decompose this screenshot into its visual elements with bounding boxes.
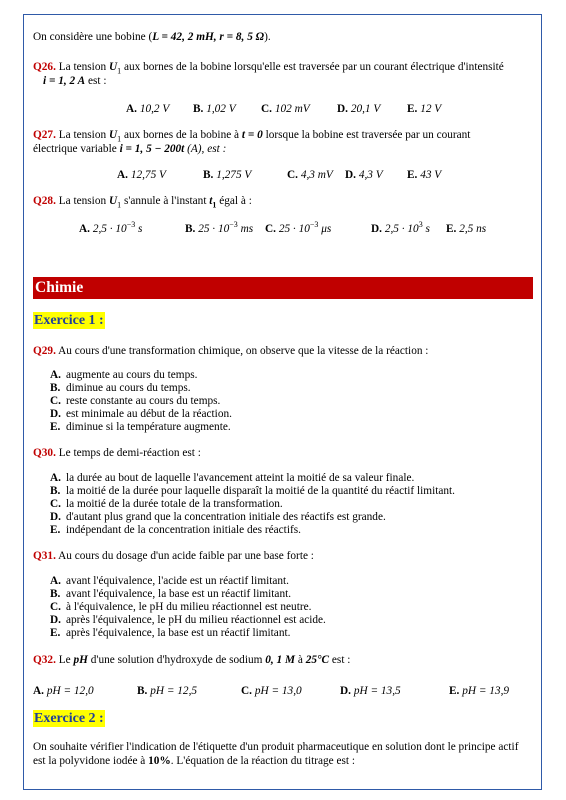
option-exponent: −3 xyxy=(229,220,238,230)
option-letter: A. xyxy=(50,369,61,381)
option-letter: C. xyxy=(261,103,275,115)
q26-stem xyxy=(33,60,504,74)
option-letter: A. xyxy=(126,103,140,115)
option-letter: E. xyxy=(50,421,61,433)
q31-option-c xyxy=(50,601,311,614)
q32-option-c xyxy=(241,684,302,698)
option-text: la durée au bout de laquelle l'avancement atteint la moitié de sa valeur finale. xyxy=(66,472,415,484)
q31-option-e xyxy=(50,627,290,640)
option-letter: C. xyxy=(265,223,279,235)
option-text: avant l'équivalence, la base est un réactif limitant. xyxy=(66,588,292,600)
option-letter: B. xyxy=(50,485,61,497)
option-unit: ms xyxy=(237,223,254,235)
option-letter: A. xyxy=(50,472,61,484)
q26-text1: La tension xyxy=(55,61,109,73)
option-text: indépendant de la concentration initiale des réactifs. xyxy=(66,524,301,536)
option-text: augmente au cours du temps. xyxy=(66,369,198,381)
q28-t1-sub: 1 xyxy=(212,200,217,210)
option-letter: E. xyxy=(407,169,421,181)
final-line2a: est la polyvidone iodée à xyxy=(33,755,149,767)
q26-option-a xyxy=(126,102,169,116)
option-unit: μs xyxy=(318,223,332,235)
option-value: 1,02 V xyxy=(206,103,236,115)
q27-U: U xyxy=(108,129,118,141)
q28-text3: égal à : xyxy=(216,195,252,207)
q30-option-e xyxy=(50,524,301,537)
q26-option-e xyxy=(407,102,441,116)
final-line-2 xyxy=(33,754,355,768)
final-line-1: On souhaite vérifier l'indication de l'étiquette d'un produit pharmaceutique en solution dont le principe actif xyxy=(33,741,519,753)
option-value: pH = 12,5 xyxy=(150,685,198,697)
option-value: 25 · 10 xyxy=(278,223,310,235)
q31-text: Au cours du dosage d'un acide faible par une base forte : xyxy=(55,550,314,562)
q30-option-d xyxy=(50,511,386,524)
final-percentage: 10% xyxy=(148,755,171,767)
q26-line2b: est : xyxy=(85,75,107,87)
q30-number: Q30. xyxy=(33,447,56,459)
q26-option-d xyxy=(337,102,380,116)
section-banner-chimie: Chimie xyxy=(33,277,533,299)
q27-U-sub: 1 xyxy=(117,134,122,144)
option-text: après l'équivalence, le pH du milieu réactionnel est acide. xyxy=(66,614,326,626)
q27-current: i = 1, 5 − 200t xyxy=(119,143,185,155)
q27-stem-line2 xyxy=(33,142,226,156)
q31-stem xyxy=(33,549,314,563)
q30-option-b xyxy=(50,485,455,498)
option-value: 25 · 10 xyxy=(198,223,230,235)
q30-option-c xyxy=(50,498,283,511)
option-value: pH = 13,0 xyxy=(254,685,302,697)
intro-values: L = 42, 2 mH, r = 8, 5 Ω xyxy=(152,31,265,43)
q27-option-b xyxy=(203,168,251,182)
q32-text3: à xyxy=(295,654,306,666)
option-letter: E. xyxy=(449,685,463,697)
q32-option-d xyxy=(340,684,401,698)
exercise-2-heading: Exercice 2 : xyxy=(34,711,104,726)
option-text: diminue au cours du temps. xyxy=(66,382,191,394)
q26-current: i = 1, 2 A xyxy=(43,75,86,87)
q27-number: Q27. xyxy=(33,129,56,141)
q32-option-b xyxy=(137,684,197,698)
q27-text2: aux bornes de la bobine à xyxy=(121,129,242,141)
q31-option-a xyxy=(50,575,289,588)
q29-option-c xyxy=(50,395,220,408)
q28-option-a xyxy=(79,222,142,236)
q27-t0: t = 0 xyxy=(241,129,263,141)
q32-option-e xyxy=(449,684,509,698)
option-value: 4,3 V xyxy=(358,169,383,181)
option-value: 20,1 V xyxy=(350,103,381,115)
option-exponent: 3 xyxy=(418,220,423,230)
q27-option-a xyxy=(117,168,166,182)
option-text: est minimale au début de la réaction. xyxy=(66,408,232,420)
q28-t1: t xyxy=(209,195,213,207)
q32-temperature: 25°C xyxy=(305,654,330,666)
option-letter: E. xyxy=(407,103,421,115)
option-value: 4,3 mV xyxy=(300,169,333,181)
q27-option-d xyxy=(345,168,383,182)
option-letter: A. xyxy=(50,575,61,587)
q27-line2a: électrique variable xyxy=(33,143,120,155)
option-value: 10,2 V xyxy=(139,103,170,115)
option-letter: B. xyxy=(185,223,199,235)
q31-option-d xyxy=(50,614,326,627)
option-letter: A. xyxy=(117,169,131,181)
q26-U: U xyxy=(108,61,118,73)
option-value: pH = 13,9 xyxy=(462,685,510,697)
final-line2b: . L'équation de la réaction du titrage est : xyxy=(170,755,356,767)
option-text: la moitié de la durée totale de la transformation. xyxy=(66,498,283,510)
q32-option-a xyxy=(33,684,94,698)
option-letter: E. xyxy=(446,223,460,235)
q32-text2: d'une solution d'hydroxyde de sodium xyxy=(87,654,266,666)
q28-stem xyxy=(33,194,252,208)
q32-pH: pH xyxy=(73,654,88,666)
q32-number: Q32. xyxy=(33,654,56,666)
exercise-1-heading: Exercice 1 : xyxy=(34,313,104,328)
option-letter: B. xyxy=(193,103,207,115)
q28-option-d xyxy=(371,222,430,236)
option-value: 12 V xyxy=(420,103,442,115)
option-unit: s xyxy=(135,223,143,235)
option-letter: C. xyxy=(287,169,301,181)
q30-text: Le temps de demi-réaction est : xyxy=(55,447,201,459)
option-exponent: −3 xyxy=(126,220,136,230)
option-letter: A. xyxy=(33,685,47,697)
option-value: 2,5 ns xyxy=(459,223,487,235)
q26-option-c xyxy=(261,102,310,116)
q27-option-e xyxy=(407,168,441,182)
q29-text: Au cours d'une transformation chimique, on observe que la vitesse de la réaction : xyxy=(55,345,429,357)
q28-option-e xyxy=(446,222,486,236)
option-letter: D. xyxy=(50,614,61,626)
option-value: 12,75 V xyxy=(130,169,166,181)
option-letter: D. xyxy=(50,408,61,420)
intro-text: On considère une bobine ( xyxy=(33,31,153,43)
q28-U-sub: 1 xyxy=(117,200,122,210)
option-value: 43 V xyxy=(420,169,442,181)
option-text: d'autant plus grand que la concentration initiale des réactifs est grande. xyxy=(66,511,386,523)
q32-stem xyxy=(33,653,350,667)
option-unit: s xyxy=(422,223,430,235)
q27-text1: La tension xyxy=(55,129,109,141)
option-letter: B. xyxy=(203,169,217,181)
q27-text3: lorsque la bobine est traversée par un courant xyxy=(262,129,471,141)
option-letter: D. xyxy=(371,223,385,235)
q28-text1: La tension xyxy=(55,195,109,207)
option-value: pH = 13,5 xyxy=(353,685,401,697)
q27-stem xyxy=(33,128,470,142)
q28-number: Q28. xyxy=(33,195,56,207)
option-text: reste constante au cours du temps. xyxy=(66,395,221,407)
option-text: avant l'équivalence, l'acide est un réactif limitant. xyxy=(66,575,290,587)
q32-concentration: 0, 1 M xyxy=(265,654,296,666)
option-letter: B. xyxy=(137,685,151,697)
option-text: la moitié de la durée pour laquelle disparaît la moitié de la quantité du réactif limitant. xyxy=(66,485,455,497)
option-letter: D. xyxy=(337,103,351,115)
option-letter: C. xyxy=(241,685,255,697)
q26-number: Q26. xyxy=(33,61,56,73)
q29-stem xyxy=(33,344,428,358)
q29-number: Q29. xyxy=(33,345,56,357)
q26-U-sub: 1 xyxy=(117,66,122,76)
q29-option-d xyxy=(50,408,232,421)
option-value: 1,275 V xyxy=(216,169,252,181)
q28-option-c xyxy=(265,222,331,236)
q31-number: Q31. xyxy=(33,550,56,562)
q29-option-a xyxy=(50,369,197,382)
option-letter: C. xyxy=(50,395,61,407)
intro-end: ). xyxy=(264,31,271,43)
option-text: à l'équivalence, le pH du milieu réactionnel est neutre. xyxy=(66,601,312,613)
q32-text1: Le xyxy=(55,654,74,666)
option-letter: B. xyxy=(50,382,61,394)
q29-option-b xyxy=(50,382,191,395)
q32-text4: est : xyxy=(329,654,351,666)
option-value: 2,5 · 10 xyxy=(384,223,419,235)
q27-option-c xyxy=(287,168,333,182)
option-text: après l'équivalence, la base est un réactif limitant. xyxy=(66,627,291,639)
q29-option-e xyxy=(50,421,231,434)
q27-line2b: (A), est : xyxy=(184,143,227,155)
q26-option-b xyxy=(193,102,236,116)
option-letter: E. xyxy=(50,524,61,536)
option-letter: B. xyxy=(50,588,61,600)
option-letter: E. xyxy=(50,627,61,639)
option-letter: D. xyxy=(345,169,359,181)
option-value: 102 mV xyxy=(274,103,310,115)
option-letter: C. xyxy=(50,601,61,613)
option-letter: A. xyxy=(79,223,93,235)
option-text: diminue si la température augmente. xyxy=(66,421,231,433)
q28-U: U xyxy=(108,195,118,207)
q28-option-b xyxy=(185,222,253,236)
intro-line xyxy=(33,30,271,44)
q26-stem-line2 xyxy=(43,74,106,88)
q26-text2: aux bornes de la bobine lorsqu'elle est traversée par un courant électrique d'intensité xyxy=(121,61,504,73)
option-letter: D. xyxy=(50,511,61,523)
option-value: 2,5 · 10 xyxy=(92,223,127,235)
q28-text2: s'annule à l'instant xyxy=(121,195,210,207)
option-value: pH = 12,0 xyxy=(46,685,94,697)
q30-option-a xyxy=(50,472,414,485)
option-letter: D. xyxy=(340,685,354,697)
option-letter: C. xyxy=(50,498,61,510)
q31-option-b xyxy=(50,588,291,601)
option-exponent: −3 xyxy=(309,220,319,230)
q30-stem xyxy=(33,446,201,460)
